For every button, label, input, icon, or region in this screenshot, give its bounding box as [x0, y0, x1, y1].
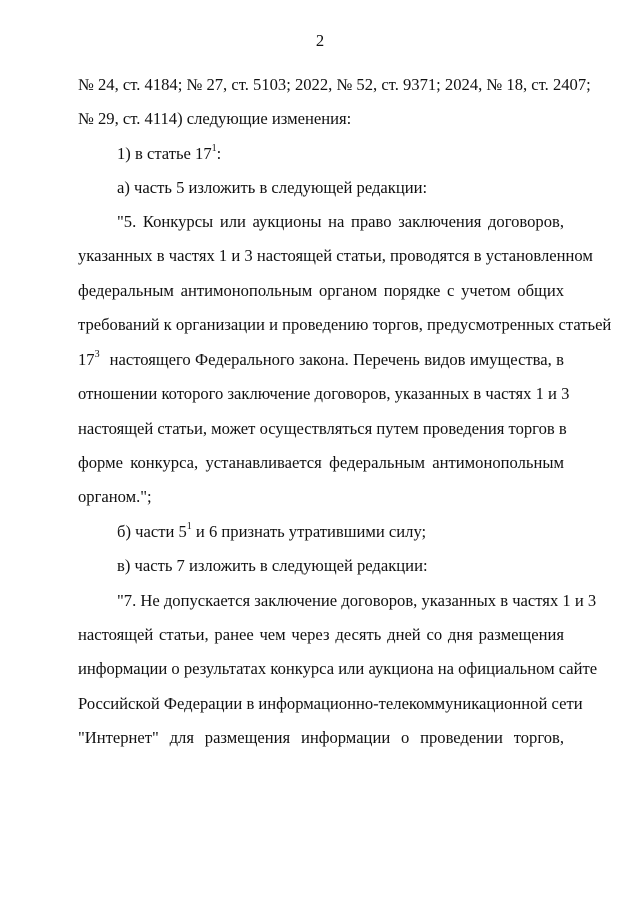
superscript: 3 — [94, 349, 100, 361]
text-line: Российской Федерации в информационно-телекоммуникационной сети — [78, 694, 583, 713]
list-item-text: : — [216, 144, 222, 163]
text-line: форме конкурса, устанавливается федеральным антимонопольным — [78, 453, 564, 472]
text-line: настоящей статьи, ранее чем через десять дней со дня размещения — [78, 625, 564, 644]
text-line: "5. Конкурсы или аукционы на право заключения договоров, — [117, 212, 564, 231]
text-line: в) часть 7 изложить в следующей редакции: — [117, 556, 428, 575]
text-line: настоящей статьи, может осуществляться путем проведения торгов в — [78, 419, 567, 438]
superscript: 1 — [186, 521, 192, 533]
list-item-text: 1) в статье 17 — [117, 144, 212, 163]
text-line: федеральным антимонопольным органом порядке с учетом общих — [78, 281, 564, 300]
text-line-with-ref — [78, 350, 564, 370]
text-line: № 29, ст. 4114) следующие изменения: — [78, 109, 352, 128]
list-item-text: б) части 5 — [117, 522, 187, 541]
article-ref — [78, 350, 100, 370]
text-line: органом."; — [78, 487, 152, 506]
text-line: "Интернет" для размещения информации о проведении торгов, — [78, 728, 564, 747]
text-line: "7. Не допускается заключение договоров, указанных в частях 1 и 3 — [117, 591, 597, 610]
superscript: 1 — [211, 143, 217, 155]
list-item-b — [117, 522, 564, 542]
list-item-text: и 6 признать утратившими силу; — [191, 522, 427, 541]
text-line: информации о результатах конкурса или аукциона на официальном сайте — [78, 659, 598, 678]
text-line: указанных в частях 1 и 3 настоящей статьи, проводятся в установленном — [78, 246, 593, 265]
text-line: отношении которого заключение договоров, указанных в частях 1 и 3 — [78, 384, 570, 403]
text-line: а) часть 5 изложить в следующей редакции: — [117, 178, 428, 197]
article-ref-number: 17 — [78, 350, 95, 369]
page-number: 2 — [315, 31, 325, 50]
text-line: настоящего Федерального закона. Перечень видов имущества, в — [109, 350, 564, 369]
text-line: № 24, ст. 4184; № 27, ст. 5103; 2022, № 52, ст. 9371; 2024, № 18, ст. 2407; — [78, 75, 591, 94]
text-line: требований к организации и проведению торгов, предусмотренных статьей — [78, 315, 612, 334]
list-item-1 — [117, 144, 564, 164]
